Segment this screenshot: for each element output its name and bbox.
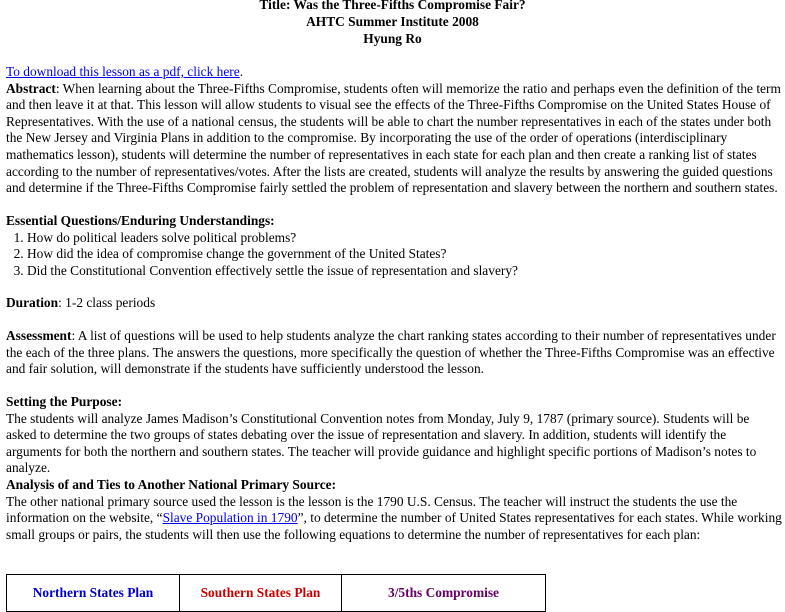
compromise-header: 3/5ths Compromise (342, 575, 546, 612)
northern-plan-header: Northern States Plan (7, 575, 180, 612)
essential-question-item: 1. How do political leaders solve political problems? (27, 230, 782, 247)
essential-questions-section (6, 213, 782, 279)
essential-question-item: 3. Did the Constitutional Convention effectively settle the issue of representation and slavery? (27, 263, 782, 280)
duration-label: Duration (6, 295, 59, 310)
abstract-text: : When learning about the Three-Fifths Compromise, students often will memorize the ratio and perhaps even the definition of the term and then leave it at that. This lesson will allow students to visual see the effects of the Three-Fifths Compromise on the United States House of Representatives. With the use of a national census, the students will be able to chart the number representatives in each of the states under both the New Jersey and Virginia Plans in addition to the compromise. By incorporating the use of the order of operations (interdisciplinary mathematics lesson), students will determine the number of representatives in each state for each plan and then create a ranking list of states according to the number of representatives/votes. After the lists are created, students will analyze the results by answering the guided questions and determine if the Three-Fifths Compromise fairly settled the problem of representation and slavery between the northern and southern states. (6, 80, 781, 196)
download-period: . (239, 64, 244, 79)
analysis-text-before: The other national primary source used the lesson is the lesson is the 1790 U.S. Census. The teacher will instruct the students the use the information on the website, “ (6, 493, 738, 526)
assessment-label: Assessment (6, 328, 72, 343)
lesson-title: Title: Was the Three-Fifths Compromise Fair? (259, 0, 526, 12)
slave-population-link[interactable]: Slave Population in 1790 (162, 510, 298, 526)
lesson-header (0, 0, 785, 47)
author-name: Hyung Ro (363, 31, 422, 46)
assessment-text: : A list of questions will be used to help students analyze the chart ranking states according to their number of representatives under the each of the three plans. The answers the questions, more specifically the question of whether the Three-Fifths Compromise was an effective and fair solution, will demonstrate if the students have sufficiently understood the lesson. (6, 328, 776, 377)
purpose-heading: Setting the Purpose: (6, 394, 123, 409)
plans-header-row (7, 575, 546, 612)
southern-plan-header: Southern States Plan (180, 575, 342, 612)
duration-section (6, 295, 782, 312)
assessment-section (6, 328, 782, 378)
analysis-heading: Analysis of and Ties to Another National Primary Source: (6, 477, 337, 492)
essential-questions-list (6, 230, 782, 280)
purpose-section (6, 394, 782, 477)
abstract-label: Abstract (6, 80, 56, 96)
analysis-text-after: ”, to determine the number of United States representatives for each states. While working small groups or pairs, the students will then use the following equations to determine the number of representatives for each plan: (6, 510, 782, 542)
duration-text: : 1-2 class periods (58, 295, 156, 310)
purpose-text: The students will analyze James Madison’s Constitutional Convention notes from Monday, July 9, 1787 (primary source). Students will be asked to determine the two groups of states debating over the issue of representation and slavery. In addition, students will identify the arguments for both the northern and southern states. The teacher will provide guidance and highlight specific portions of Madison’s notes to analyze. (6, 410, 757, 476)
download-pdf-link[interactable]: To download this lesson as a pdf, click here (6, 64, 240, 79)
plans-table (6, 574, 546, 612)
institute-name: AHTC Summer Institute 2008 (306, 14, 479, 29)
download-section (6, 64, 782, 197)
essential-question-item: 2. How did the idea of compromise change the government of the United States? (27, 246, 782, 263)
analysis-section (6, 477, 782, 543)
essential-questions-heading: Essential Questions/Enduring Understandings: (6, 213, 275, 228)
